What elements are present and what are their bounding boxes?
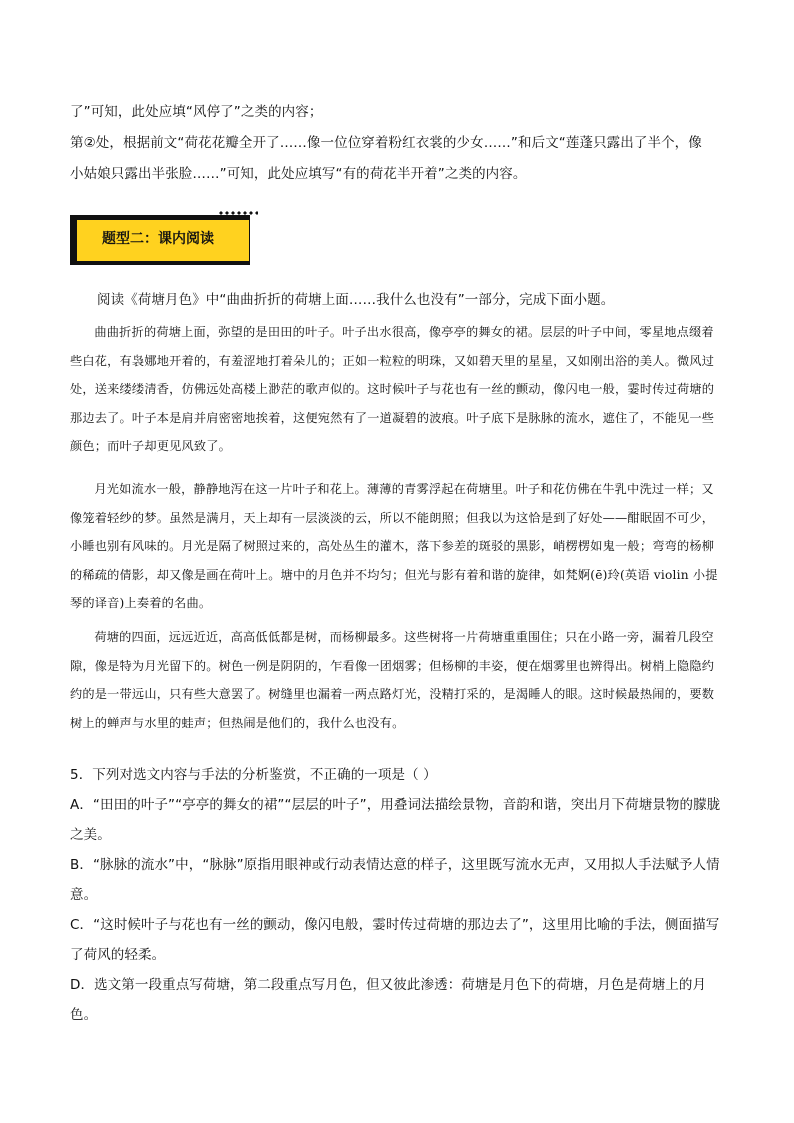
question-stem: 5．下列对选文内容与手法的分析鉴赏，不正确的一项是（ ）: [70, 767, 437, 783]
passage-paragraph-3: 荷塘的四面，远远近近，高高低低都是树，而杨柳最多。这些树将一片荷塘重重围住；只在小路一旁，漏着几段空隙，像是特为月光留下的。树色一例是阴阴的，乍看像一团烟雾；但杨柳的丰姿，便在烟雾里也辨得出。树梢上隐隐约约的是一带远山，只有些大意罢了。树缝里也漏着一两点路灯光，没精打采的，是渴睡人的眼。这时候最热闹的，要数树上的蝉声与水里的蛙声；但热闹是他们的，我什么也没有。: [70, 630, 715, 730]
option-a: A．“田田的叶子”“亭亭的舞女的裙”“层层的叶子”，用叠词法描绘景物，音韵和谐，突出月下荷塘景物的朦胧之美。: [70, 797, 721, 843]
reading-instruction: 阅读《荷塘月色》中“曲曲折折的荷塘上面……我什么也没有”一部分，完成下面小题。: [97, 292, 615, 308]
banner-title: 题型二：课内阅读: [102, 231, 214, 247]
banner-dots-decoration: [218, 210, 258, 216]
intro-line-1: 了”可知，此处应填“风停了”之类的内容；: [70, 104, 323, 120]
passage-paragraph-2: 月光如流水一般，静静地泻在这一片叶子和花上。薄薄的青雾浮起在荷塘里。叶子和花仿佛在牛乳中洗过一样；又像笼着轻纱的梦。虽然是满月，天上却有一层淡淡的云，所以不能朗照；但我以为这恰是到了好处——酣眠固不可少，小睡也别有风味的。月光是隔了树照过来的，高处丛生的灌木，落下参差的斑驳的黑影，峭楞楞如鬼一般；弯弯的杨柳的稀疏的倩影，却又像是画在荷叶上。塘中的月色并不均匀；但光与影有着和谐的旋律，如梵婀(ē)玲(英语 violin 小提琴的译音)上奏着的名曲。: [70, 482, 718, 610]
passage-paragraph-1: 曲曲折折的荷塘上面，弥望的是田田的叶子。叶子出水很高，像亭亭的舞女的裙。层层的叶子中间，零星地点缀着些白花，有袅娜地开着的，有羞涩地打着朵儿的；正如一粒粒的明珠，又如碧天里的星星，又如刚出浴的美人。微风过处，送来缕缕清香，仿佛远处高楼上渺茫的歌声似的。这时候叶子与花也有一丝的颤动，像闪电一般，霎时传过荷塘的那边去了。叶子本是肩并肩密密地挨着，这便宛然有了一道凝碧的波痕。叶子底下是脉脉的流水，遮住了，不能见一些颜色；而叶子却更见风致了。: [70, 325, 715, 453]
section-banner: [70, 215, 250, 265]
option-c: C．“这时候叶子与花也有一丝的颤动，像闪电般，霎时传过荷塘的那边去了”，这里用比喻的手法，侧面描写了荷风的轻柔。: [70, 917, 720, 963]
intro-line-2: 第②处，根据前文“荷花花瓣全开了……像一位位穿着粉红衣裳的少女……”和后文“莲蓬只露出了半个，像: [70, 135, 702, 151]
intro-line-3: 小姑娘只露出半张脸……”可知，此处应填写“有的荷花半开着”之类的内容。: [70, 166, 527, 182]
option-d: D．选文第一段重点写荷塘，第二段重点写月色，但又彼此渗透：荷塘是月色下的荷塘，月色是荷塘上的月色。: [70, 977, 707, 1023]
option-b: B．“脉脉的流水”中，“脉脉”原指用眼神或行动表情达意的样子，这里既写流水无声，又用拟人手法赋予人情意。: [70, 857, 720, 903]
